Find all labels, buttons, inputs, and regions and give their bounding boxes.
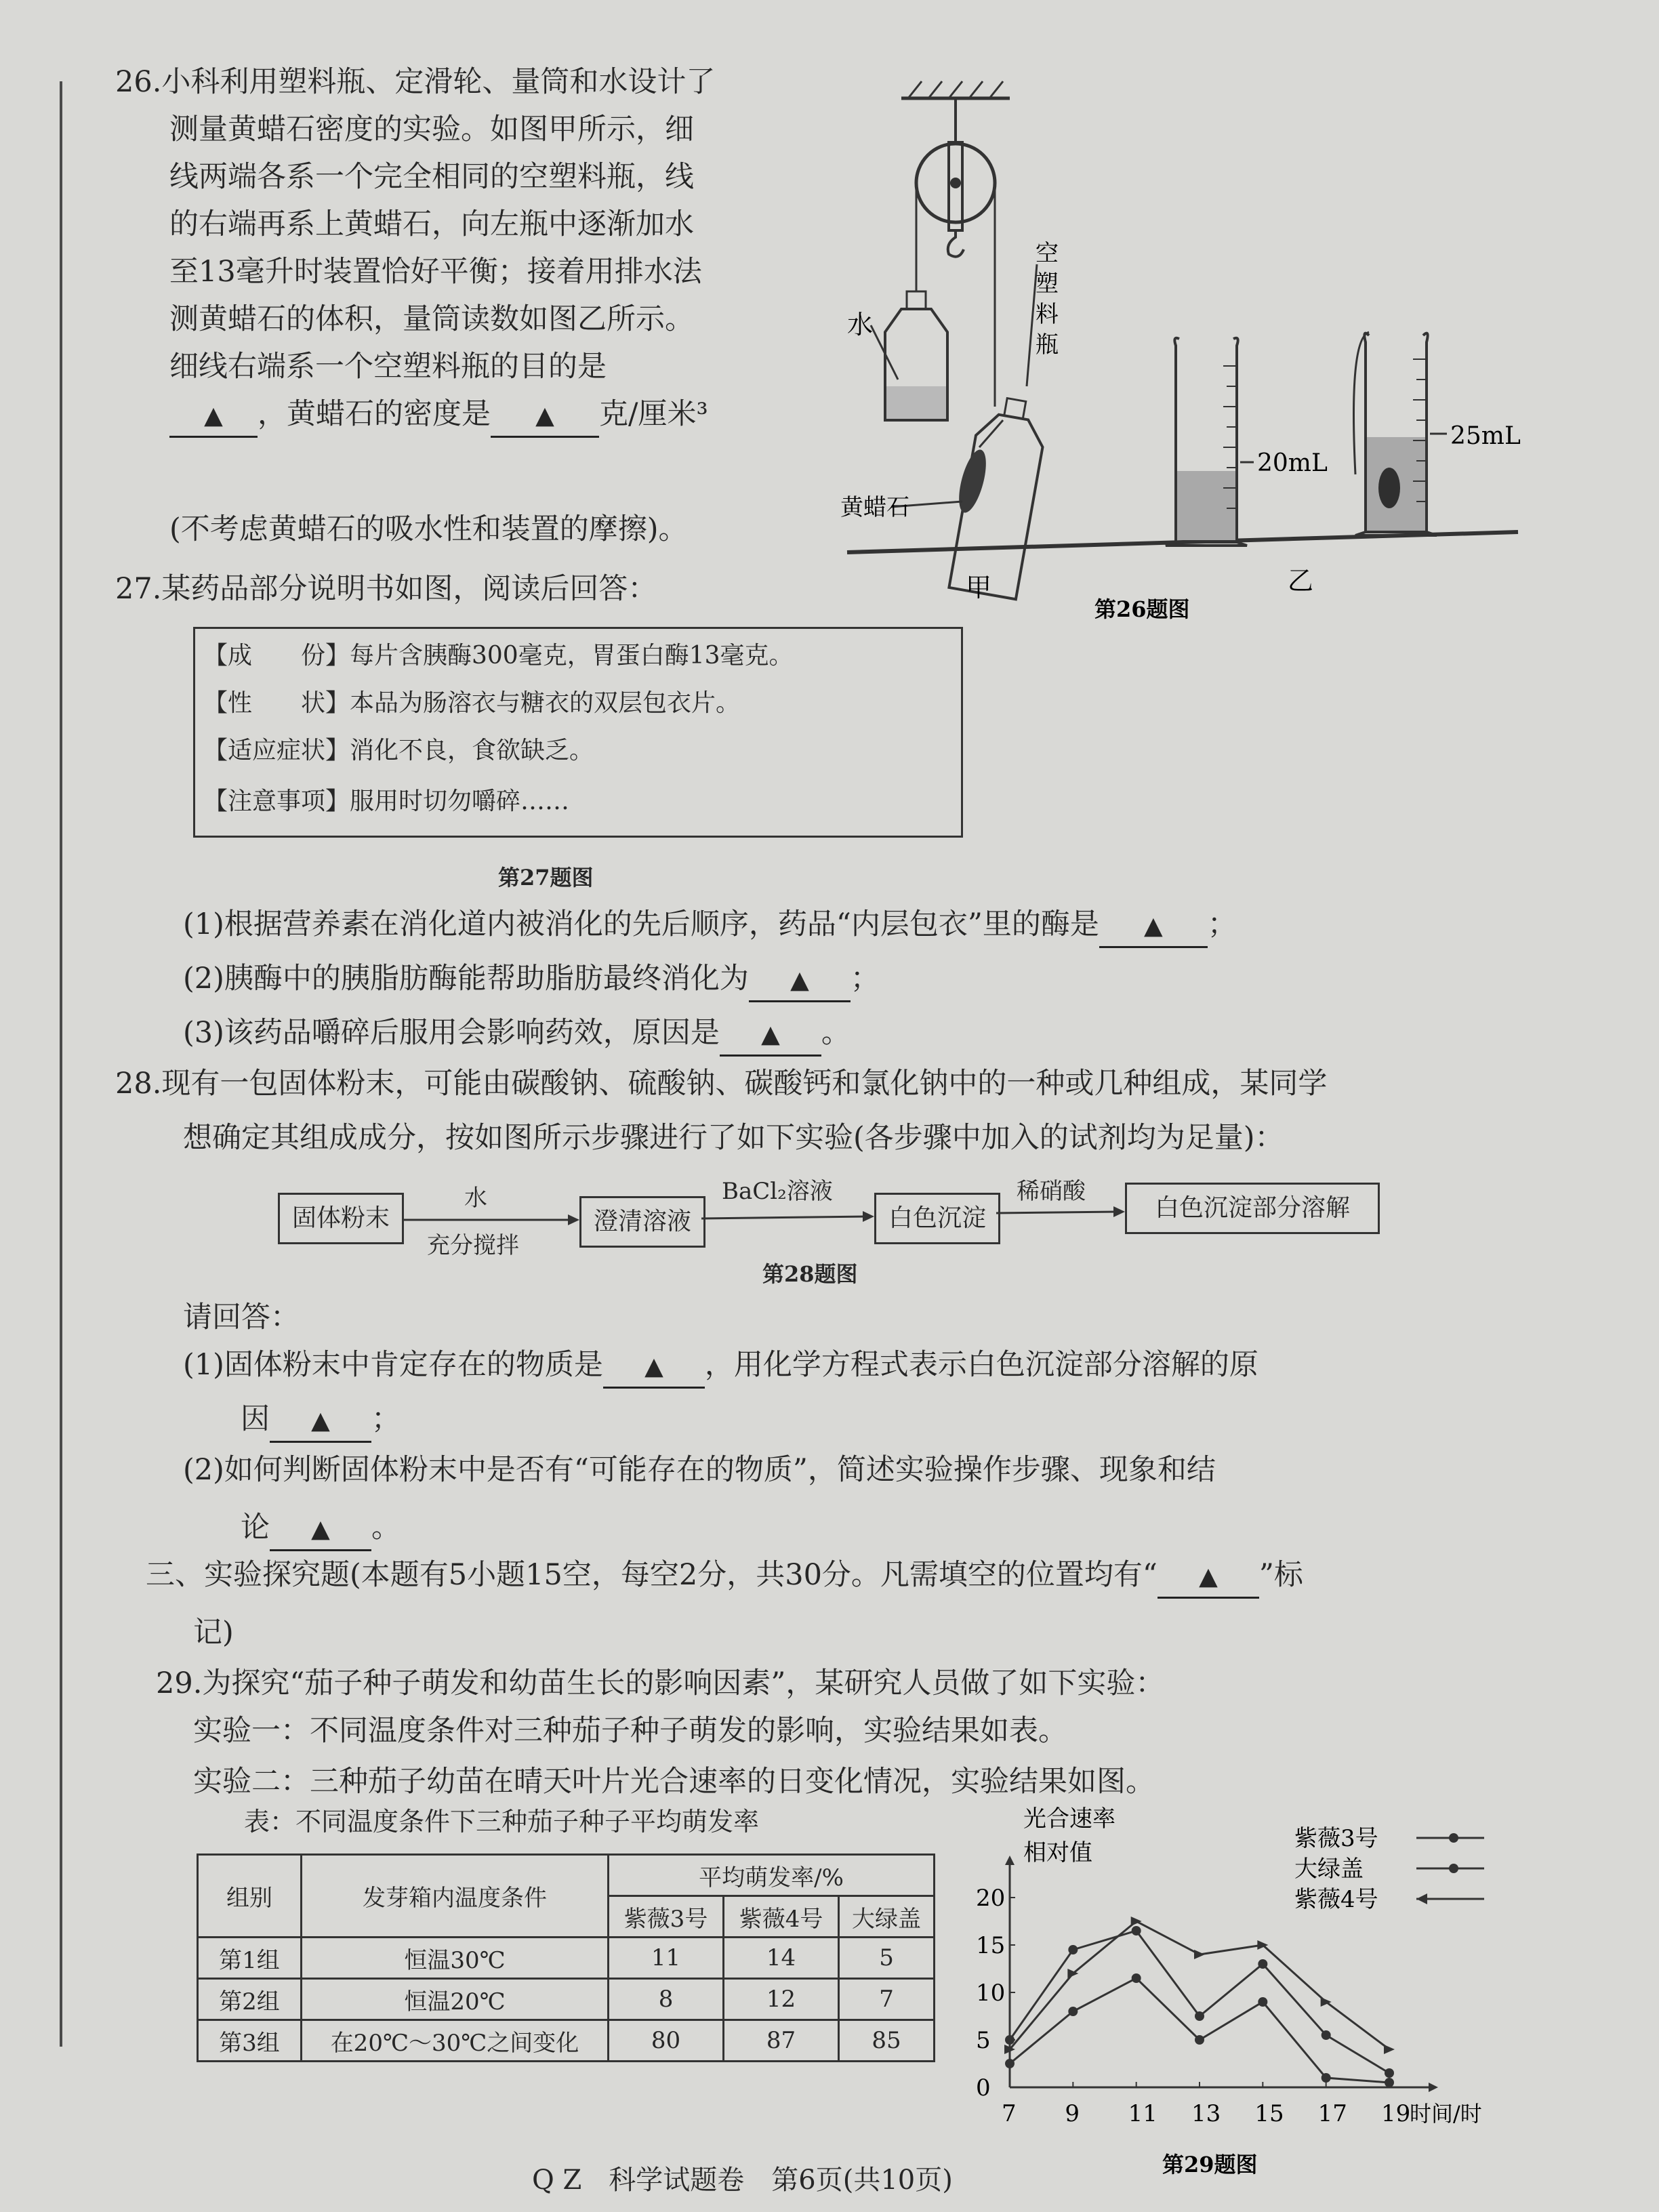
answer-blank[interactable]: ▲ [749, 959, 851, 1002]
figure-26 [834, 68, 1538, 630]
q28-sub2a: (2)如何判断固体粉末中是否有“可能存在的物质”，简述实验操作步骤、现象和结 [183, 1453, 1216, 1487]
data-point [1385, 2078, 1394, 2087]
caption-27: 第27题图 [498, 865, 594, 890]
q28-intro-1: 28.现有一包固体粉末，可能由碳酸钠、硫酸钠、碳酸钙和氯化钠中的一种或几种组成，某同学 [115, 1067, 1328, 1101]
caption-28: 第28题图 [762, 1261, 858, 1287]
data-point [1322, 2073, 1331, 2083]
q26-line-7: 细线右端系一个空塑料瓶的目的是 [169, 350, 607, 384]
x-axis-label: 时间/时 [1410, 2101, 1482, 2127]
th-group: 组别 [198, 1855, 302, 1938]
reading-20ml: 20mL [1257, 449, 1328, 477]
x-tick-label: 15 [1254, 2100, 1284, 2127]
blank-marker: ▲ [1158, 1555, 1259, 1599]
q28-sub1a: (1)固体粉末中肯定存在的物质是 ▲ ，用化学方程式表示白色沉淀部分溶解的原 [183, 1345, 1258, 1389]
chart-caption: 第29题图 [1162, 2152, 1258, 2177]
cell-cond: 恒温30℃ [302, 1938, 609, 1979]
note-caution: 【注意事项】服用时切勿嚼碎…… [203, 787, 570, 815]
note-indication: 【适应症状】消化不良，食欲缺乏。 [203, 737, 594, 764]
section3-heading-end: 记) [193, 1616, 234, 1650]
th-col-1: 紫薇3号 [609, 1896, 724, 1938]
q29-exp2: 实验二：三种茄子幼苗在晴天叶片光合速率的日变化情况，实验结果如图。 [193, 1765, 1155, 1799]
cell-value: 12 [724, 1979, 839, 2020]
y-axis-label: 光合速率 [1023, 1805, 1115, 1832]
caption-26: 第26题图 [1094, 596, 1190, 622]
arrow-label-water: 水 [464, 1185, 487, 1212]
y-axis-label: 相对值 [1023, 1839, 1092, 1866]
q27-intro: 27.某药品部分说明书如图，阅读后回答： [115, 572, 657, 606]
bottle-label-4: 瓶 [1036, 331, 1059, 359]
cell-group: 第1组 [198, 1938, 302, 1979]
x-axis-arrow [1429, 2083, 1438, 2092]
photosynthesis-chart [949, 1796, 1640, 2182]
flow-box-solution: 澄清溶液 [579, 1196, 705, 1248]
th-condition: 发芽箱内温度条件 [302, 1855, 609, 1938]
y-axis-arrow [1005, 1856, 1015, 1865]
x-tick-label: 13 [1191, 2100, 1221, 2127]
cell-value: 5 [839, 1938, 935, 1979]
q27-sub1: (1)根据营养素在消化道内被消化的先后顺序，药品“内层包衣”里的酶是 ▲ ； [183, 905, 1237, 948]
q26-line-9: (不考虑黄蜡石的吸水性和装置的摩擦)。 [169, 512, 688, 546]
q27-sub2: (2)胰酶中的胰脂肪酶能帮助脂肪最终消化为 ▲ ； [183, 959, 880, 1002]
data-point [1384, 2045, 1395, 2054]
table-row [198, 1938, 935, 1979]
note-ingredient: 【成 份】每片含胰酶300毫克，胃蛋白酶13毫克。 [203, 642, 794, 670]
data-point [1258, 1959, 1267, 1969]
label-yi: 乙 [1288, 566, 1314, 596]
legend-marker [1449, 1864, 1458, 1873]
flow-box-precipitate: 白色沉淀 [874, 1193, 1000, 1244]
cell-value: 7 [839, 1979, 935, 2020]
q26-line-2: 测量黄蜡石密度的实验。如图甲所示，细 [169, 112, 694, 146]
legend-marker [1449, 1833, 1458, 1843]
data-point [1195, 2011, 1204, 2021]
answer-blank[interactable]: ▲ [270, 1508, 371, 1551]
th-col-3: 大绿盖 [839, 1896, 935, 1938]
x-tick-label: 17 [1317, 2100, 1347, 2127]
table-row [198, 1979, 935, 2020]
cell-cond: 恒温20℃ [302, 1979, 609, 2020]
bottle-label-1: 空 [1036, 240, 1059, 267]
q26-line-1: 26.小科利用塑料瓶、定滑轮、量筒和水设计了 [115, 65, 716, 99]
data-point [1194, 1950, 1205, 1959]
legend-label: 紫薇3号 [1294, 1825, 1378, 1852]
table-row [198, 2020, 935, 2062]
data-point [1131, 1917, 1142, 1926]
cell-value: 8 [609, 1979, 724, 2020]
q26-line-6: 测黄蜡石的体积，量筒读数如图乙所示。 [169, 302, 694, 336]
arrow-label-nitric: 稀硝酸 [1017, 1178, 1086, 1205]
data-point [1195, 2035, 1204, 2045]
cell-group: 第2组 [198, 1979, 302, 2020]
x-tick-label: 9 [1065, 2100, 1080, 2127]
table-title: 表：不同温度条件下三种茄子种子平均萌发率 [244, 1807, 760, 1837]
q26-line-5: 至13毫升时装置恰好平衡；接着用排水法 [169, 255, 702, 289]
bottle-label-2: 塑 [1036, 270, 1059, 298]
series-line [1010, 1978, 1389, 2083]
q26-line-3: 线两端各系一个完全相同的空塑料瓶，线 [169, 160, 694, 194]
data-point [1258, 1997, 1267, 2007]
water-label: 水 [847, 310, 874, 340]
cell-value: 85 [839, 2020, 935, 2062]
data-point [1322, 2030, 1331, 2040]
q26-line-8: ▲ ，黄蜡石的密度是 ▲ 克/厘米³ [169, 394, 708, 438]
q26-line-4: 的右端再系上黄蜡石，向左瓶中逐渐加水 [169, 207, 694, 241]
q28-sub2b: 论 ▲ 。 [241, 1508, 401, 1551]
data-point [1005, 2059, 1015, 2068]
cell-value: 11 [609, 1938, 724, 1979]
q28-ask: 请回答： [183, 1300, 300, 1334]
answer-blank[interactable]: ▲ [491, 394, 599, 438]
legend-label: 紫薇4号 [1294, 1886, 1378, 1913]
germination-table [197, 1853, 935, 2062]
y-tick-label: 0 [976, 2074, 991, 2102]
q28-intro-2: 想确定其组成成分，按如图所示步骤进行了如下实验(各步骤中加入的试剂均为足量)： [183, 1121, 1284, 1155]
y-tick-label: 5 [976, 2027, 991, 2054]
y-tick-label: 15 [976, 1932, 1006, 1959]
answer-blank[interactable]: ▲ [720, 1013, 821, 1057]
answer-blank[interactable]: ▲ [1099, 905, 1208, 948]
arrow-label-stir: 充分搅拌 [427, 1232, 519, 1259]
q29-exp1: 实验一：不同温度条件对三种茄子种子萌发的影响，实验结果如表。 [193, 1714, 1067, 1748]
reading-25ml: 25mL [1450, 422, 1521, 450]
data-point [1385, 2068, 1394, 2078]
cell-value: 14 [724, 1938, 839, 1979]
y-tick-label: 20 [976, 1885, 1006, 1912]
cell-value: 87 [724, 2020, 839, 2062]
cell-group: 第3组 [198, 2020, 302, 2062]
legend-marker [1416, 1893, 1427, 1904]
data-point [1132, 1926, 1141, 1936]
x-tick-label: 7 [1002, 2100, 1017, 2127]
bottle-label-3: 料 [1036, 301, 1059, 328]
flow-box-powder: 固体粉末 [278, 1193, 404, 1244]
data-point [1068, 2007, 1078, 2016]
section3-heading: 三、实验探究题(本题有5小题15空，每空2分，共30分。凡需填空的位置均有“ ▲ ”标 [146, 1555, 1303, 1599]
data-point [1005, 2035, 1015, 2045]
q29-intro: 29.为探究“茄子种子萌发和幼苗生长的影响因素”，某研究人员做了如下实验： [156, 1666, 1165, 1700]
data-point [1132, 1973, 1141, 1983]
cell-cond: 在20℃～30℃之间变化 [302, 2020, 609, 2062]
q27-sub3: (3)该药品嚼碎后服用会影响药效，原因是 ▲ 。 [183, 1013, 851, 1057]
answer-blank[interactable]: ▲ [270, 1399, 371, 1443]
stone-label: 黄蜡石 [840, 494, 909, 521]
x-tick-label: 19 [1381, 2100, 1411, 2127]
page-footer: Q Z 科学试题卷 第6页(共10页) [532, 2165, 953, 2196]
arrow-label-bacl2: BaCl₂溶液 [722, 1178, 833, 1205]
x-tick-label: 11 [1128, 2100, 1158, 2127]
flow-box-partial-dissolve: 白色沉淀部分溶解 [1125, 1183, 1380, 1234]
answer-blank[interactable]: ▲ [603, 1345, 705, 1389]
y-tick-label: 10 [976, 1980, 1006, 2007]
label-jia: 甲 [966, 573, 992, 602]
data-point [1068, 1945, 1078, 1954]
q28-sub1b: 因 ▲ ； [241, 1399, 401, 1443]
margin-line [60, 81, 62, 2047]
series-line [1010, 1921, 1389, 2049]
legend-label: 大绿盖 [1294, 1856, 1364, 1883]
note-property: 【性 状】本品为肠溶衣与糖衣的双层包衣片。 [203, 689, 741, 717]
th-col-2: 紫薇4号 [724, 1896, 839, 1938]
cell-value: 80 [609, 2020, 724, 2062]
th-rate: 平均萌发率/% [609, 1855, 935, 1896]
answer-blank[interactable]: ▲ [169, 394, 258, 438]
